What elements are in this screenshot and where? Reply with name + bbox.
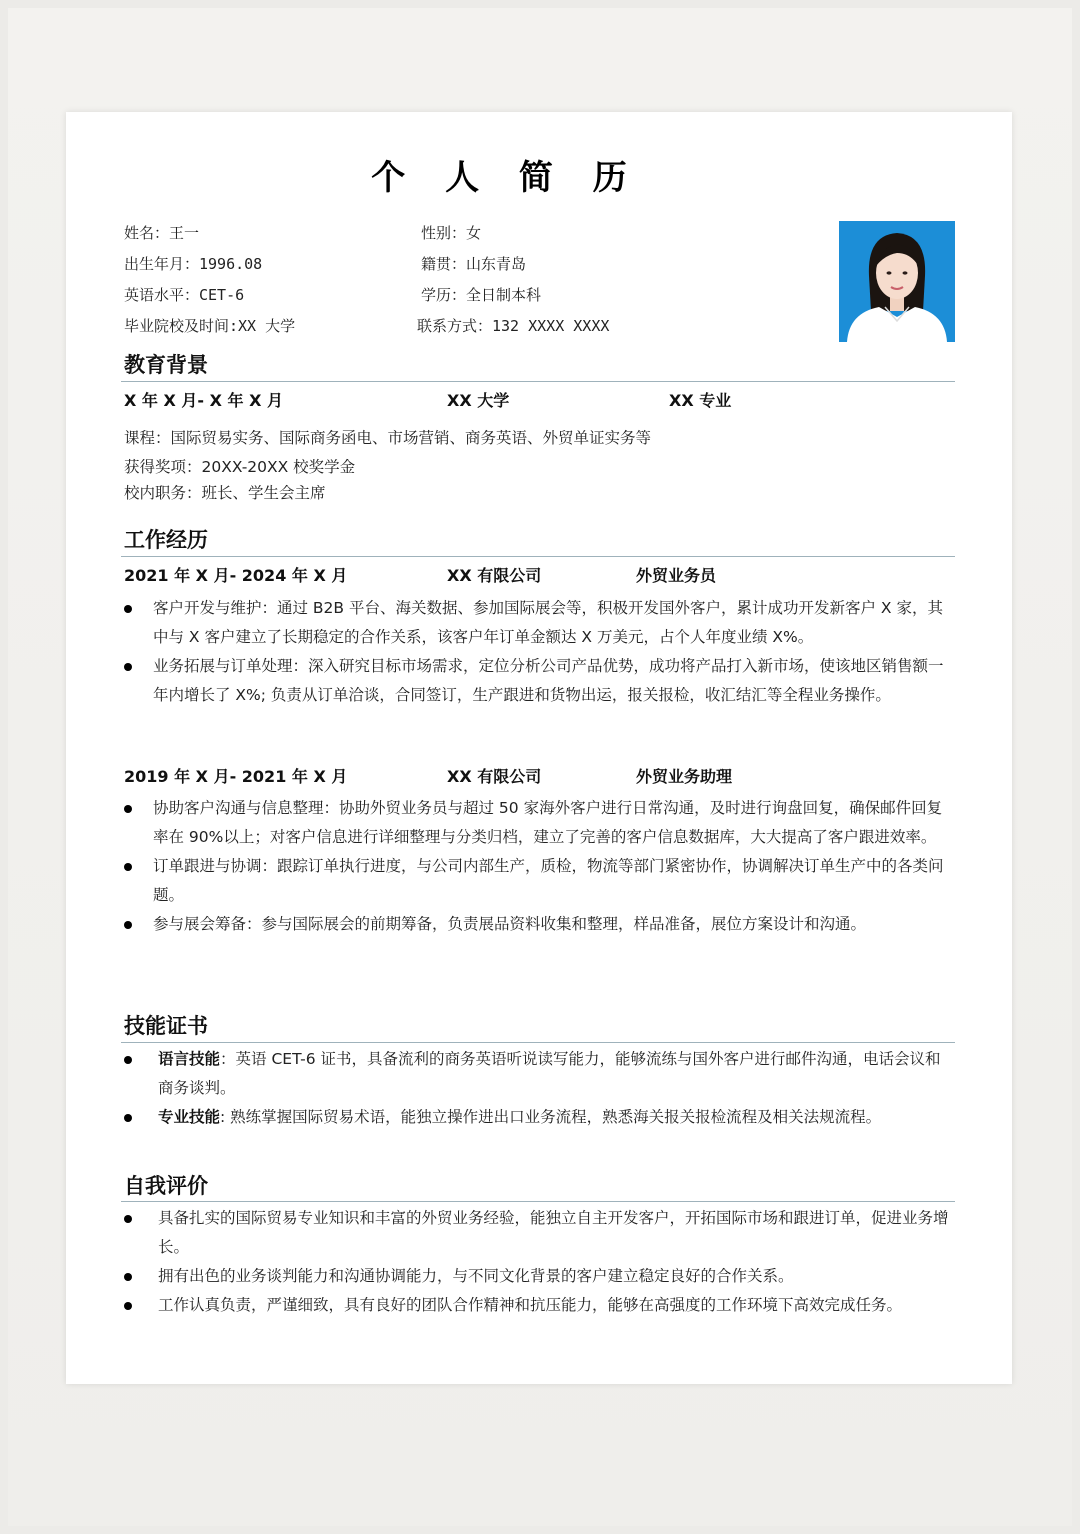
- info-english: 英语水平：CET-6: [124, 286, 245, 304]
- info-name: 姓名：王一: [124, 224, 200, 242]
- job-bullet-text: 业务拓展与订单处理：深入研究目标市场需求，定位分析公司产品优势，成功将产品打入新市场，使该地区销售额一年内增长了 X%; 负责从订单洽谈，合同签订，生产跟进和货物出运，报关报检，收汇结汇等全程业务操作。: [153, 657, 944, 704]
- job-bullets: [124, 594, 954, 710]
- portrait-image: [839, 221, 955, 342]
- section-title-work: 工作经历: [124, 528, 208, 552]
- self-eval-bullets: [124, 1204, 954, 1320]
- section-title-self: 自我评价: [124, 1174, 208, 1198]
- job-bullet-text: 客户开发与维护：通过 B2B 平台、海关数据、参加国际展会等，积极开发国外客户，累计成功开发新客户 X 家，其中与 X 客户建立了长期稳定的合作关系，该客户年订单金额达 X 万美元，占个人年度业绩 X%。: [153, 599, 943, 646]
- list-item: [124, 594, 954, 652]
- bullet-dot: [124, 1114, 132, 1122]
- skill-text: 英语 CET-6 证书，具备流利的商务英语听说读写能力，能够流练与国外客户进行邮件沟通，电话会议和商务谈判。: [158, 1050, 941, 1097]
- skill-bullets: [124, 1045, 954, 1132]
- job-position: 外贸业务员: [636, 566, 717, 585]
- bullet-dot: [124, 1056, 132, 1064]
- list-item: [124, 652, 954, 710]
- section-title-skills: 技能证书: [124, 1014, 208, 1038]
- list-item: [124, 1204, 954, 1262]
- list-item: [124, 1045, 954, 1103]
- edu-major: XX 专业: [669, 391, 732, 410]
- info-birth: 出生年月：1996.08: [124, 255, 263, 273]
- section-title-education: 教育背景: [124, 353, 208, 377]
- bullet-dot: [124, 921, 132, 929]
- edu-posts: 校内职务：班长、学生会主席: [124, 484, 326, 502]
- profile-photo: [839, 221, 955, 342]
- list-item: [124, 910, 954, 939]
- job-period: 2021 年 X 月- 2024 年 X 月: [124, 566, 348, 585]
- bullet-dot: [124, 805, 132, 813]
- list-item: [124, 1262, 954, 1291]
- skill-label: 语言技能: [158, 1050, 221, 1068]
- section-divider: [121, 1042, 955, 1043]
- bullet-dot: [124, 863, 132, 871]
- edu-period: X 年 X 月- X 年 X 月: [124, 391, 283, 410]
- self-eval-text: 拥有出色的业务谈判能力和沟通协调能力，与不同文化背景的客户建立稳定良好的合作关系。: [158, 1267, 794, 1285]
- skill-sep: ：: [220, 1050, 236, 1068]
- bullet-dot: [124, 1215, 132, 1223]
- section-divider: [121, 556, 955, 557]
- list-item: [124, 1103, 954, 1132]
- skill-text: 熟练掌握国际贸易术语，能独立操作进出口业务流程，熟悉海关报关报检流程及相关法规流程。: [230, 1108, 882, 1126]
- job-bullet-text: 订单跟进与协调：跟踪订单执行进度，与公司内部生产，质检，物流等部门紧密协作，协调解决订单生产中的各类问题。: [153, 857, 944, 904]
- job-period: 2019 年 X 月- 2021 年 X 月: [124, 767, 348, 786]
- list-item: [124, 852, 954, 910]
- list-item: [124, 1291, 954, 1320]
- info-school: 毕业院校及时间:XX 大学: [124, 317, 296, 335]
- edu-courses: 课程：国际贸易实务、国际商务函电、市场营销、商务英语、外贸单证实务等: [124, 429, 652, 447]
- section-divider: [121, 381, 955, 382]
- bullet-dot: [124, 1302, 132, 1310]
- job-position: 外贸业务助理: [636, 767, 733, 786]
- bullet-dot: [124, 1273, 132, 1281]
- section-divider: [121, 1201, 955, 1202]
- self-eval-text: 工作认真负责，严谨细致，具有良好的团队合作精神和抗压能力，能够在高强度的工作环境下高效完成任务。: [158, 1296, 903, 1314]
- self-eval-text: 具备扎实的国际贸易专业知识和丰富的外贸业务经验，能独立自主开发客户，开拓国际市场和跟进订单，促进业务增长。: [158, 1209, 949, 1256]
- info-native: 籍贯：山东青岛: [421, 255, 527, 273]
- list-item: [124, 794, 954, 852]
- info-education: 学历：全日制本科: [421, 286, 542, 304]
- edu-awards: 获得奖项：20XX-20XX 校奖学金: [124, 458, 356, 476]
- job-company: XX 有限公司: [447, 566, 542, 585]
- edu-school: XX 大学: [447, 391, 510, 410]
- bullet-dot: [124, 605, 132, 613]
- skill-label: 专业技能: [158, 1108, 221, 1126]
- page-title: 个 人 简 历: [371, 158, 641, 198]
- job-bullet-text: 参与展会筹备：参与国际展会的前期筹备，负责展品资料收集和整理，样品准备，展位方案设计和沟通。: [153, 915, 867, 933]
- job-company: XX 有限公司: [447, 767, 542, 786]
- info-contact: 联系方式：132 XXXX XXXX: [417, 317, 610, 335]
- job-bullets: [124, 794, 954, 939]
- skill-sep: :: [220, 1108, 231, 1126]
- info-gender: 性别：女: [421, 224, 482, 242]
- bullet-dot: [124, 663, 132, 671]
- job-bullet-text: 协助客户沟通与信息整理：协助外贸业务员与超过 50 家海外客户进行日常沟通，及时进行询盘回复，确保邮件回复率在 90%以上；对客户信息进行详细整理与分类归档，建立了完善的客户信息数据库，大大提高了客户跟进效率。: [153, 799, 943, 846]
